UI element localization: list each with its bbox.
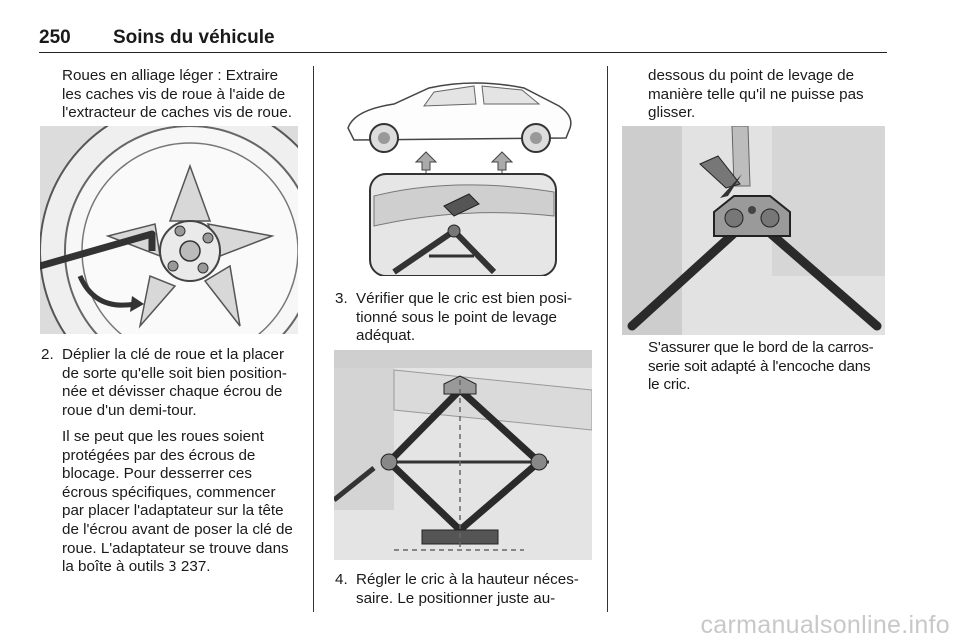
- text-line: née et dévisser chaque écrou de: [62, 383, 283, 401]
- text-line: tionné sous le point de levage: [356, 308, 557, 326]
- page-number: 250: [39, 27, 71, 48]
- notch-caption: [648, 339, 893, 395]
- text-line: glisser.: [648, 104, 696, 122]
- text-line: dessous du point de levage de: [648, 67, 855, 84]
- locking-nut-note: [62, 428, 307, 578]
- text-line: l'extracteur de caches vis de roue.: [62, 104, 292, 122]
- text-line: saire. Le positionner juste au-: [356, 589, 556, 607]
- jack-notch-detail-illustration: [622, 126, 885, 335]
- column-divider-right: [607, 66, 608, 612]
- page-reference-link[interactable]: 237.: [180, 558, 211, 576]
- text-line: roue d'un demi-tour.: [62, 401, 197, 419]
- note-last-text: la boîte à outils: [62, 558, 165, 576]
- step-number: 2.: [41, 346, 54, 363]
- step-4: [335, 571, 597, 611]
- text-line: protégées par des écrous de: [62, 446, 256, 464]
- text-line: S'assurer que le bord de la carros-: [648, 339, 874, 356]
- scissor-jack-illustration: [334, 350, 592, 560]
- wheel-wrench-illustration: [40, 126, 298, 334]
- watermark: carmanualsonline.info: [700, 611, 950, 639]
- text-line: Vérifier que le cric est bien posi-: [356, 290, 573, 307]
- text-line: de l'écrou avant de poser la clé de: [62, 520, 293, 538]
- text-line: [62, 558, 307, 578]
- text-line: de sorte qu'elle soit bien position-: [62, 364, 287, 382]
- text-line: blocage. Pour desserrer ces: [62, 465, 252, 483]
- text-line: Il se peut que les roues soient: [62, 428, 264, 445]
- text-line: manière telle qu'il ne puisse pas: [648, 85, 864, 103]
- text-line: par placer l'adaptateur sur la tête: [62, 502, 284, 520]
- step-3: [335, 290, 597, 348]
- column-divider-left: [313, 66, 314, 612]
- text-line: roue. L'adaptateur se trouve dans: [62, 539, 289, 557]
- section-title: Soins du véhicule: [113, 27, 275, 48]
- text-line: Roues en alliage léger : Extraire: [62, 67, 279, 84]
- text-line: Déplier la clé de roue et la placer: [62, 346, 285, 363]
- text-line: serie soit adapté à l'encoche dans: [648, 357, 871, 375]
- text-line: le cric.: [648, 376, 691, 394]
- page-header: [39, 26, 887, 53]
- text-line: les caches vis de roue à l'aide de: [62, 85, 286, 103]
- vehicle-lifting-points-illustration: [334, 66, 592, 276]
- text-line: écrous spécifiques, commencer: [62, 483, 276, 501]
- step-number: 4.: [335, 571, 348, 588]
- intro-paragraph: [62, 67, 302, 123]
- text-line: adéquat.: [356, 327, 416, 345]
- step-number: 3.: [335, 290, 348, 307]
- page-reference-icon: 3: [168, 560, 177, 576]
- step-2: [41, 346, 303, 426]
- step-4-continued: [648, 67, 888, 123]
- text-line: Régler le cric à la hauteur néces-: [356, 571, 579, 588]
